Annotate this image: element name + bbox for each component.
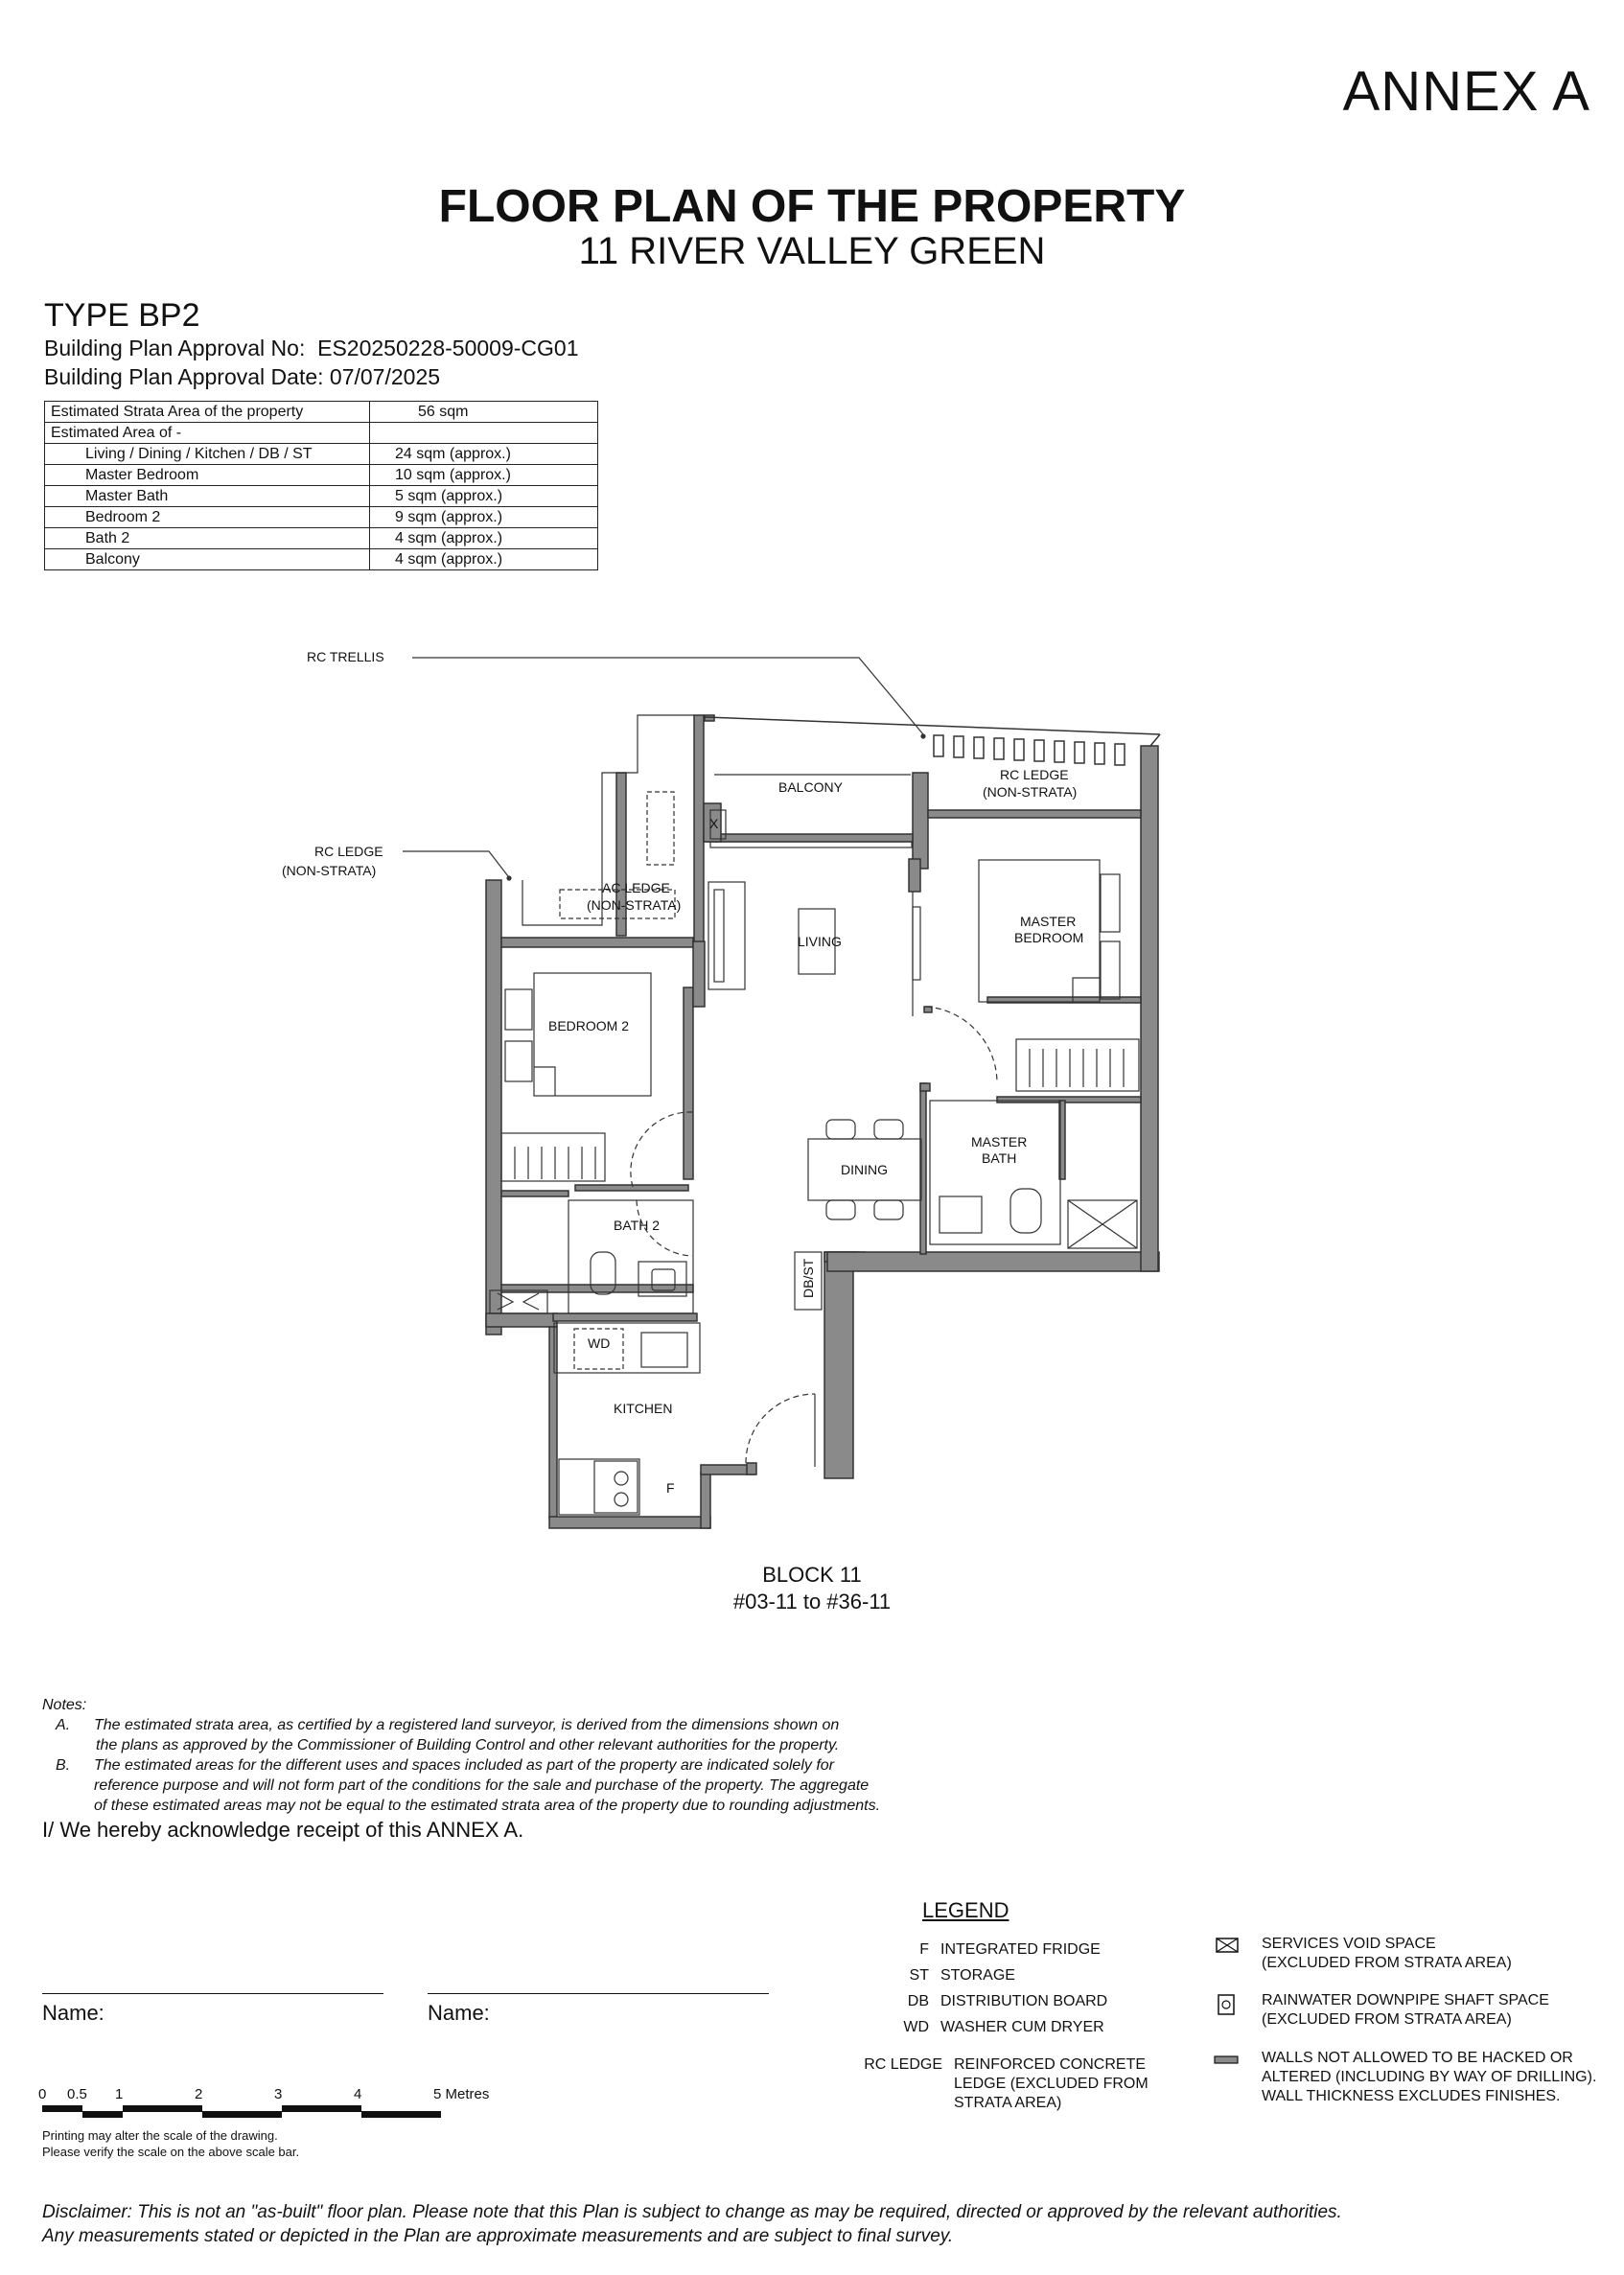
- legend-item: [844, 2055, 1148, 2113]
- area-value: 4 sqm (approx.): [370, 528, 598, 549]
- label-master-bedroom-2: BEDROOM: [1014, 930, 1084, 945]
- legend-text: STORAGE: [940, 1967, 1015, 1984]
- area-value: 5 sqm (approx.): [370, 486, 598, 507]
- wall-icon: [1214, 2055, 1239, 2065]
- page-title: FLOOR PLAN OF THE PROPERTY: [438, 181, 1186, 232]
- note-line: reference purpose and will not form part of the conditions for the sale and purchase of the property. The aggregate: [94, 1777, 870, 1794]
- legend-line: (EXCLUDED FROM STRATA AREA): [1262, 2011, 1512, 2028]
- note-line: The estimated areas for the different uses and spaces included as part of the property are indicated solely for: [94, 1757, 834, 1774]
- area-label: Bedroom 2: [45, 507, 370, 528]
- legend-line: REINFORCED CONCRETE: [954, 2056, 1147, 2073]
- label-rc-ledge-left-sub: (NON-STRATA): [282, 863, 377, 878]
- legend-text: WASHER CUM DRYER: [940, 2019, 1104, 2035]
- label-balcony: BALCONY: [778, 779, 843, 795]
- area-value: 4 sqm (approx.): [370, 549, 598, 570]
- legend-line: SERVICES VOID SPACE: [1262, 1936, 1436, 1952]
- signature-line-2[interactable]: [428, 1993, 769, 1994]
- legend-line: (EXCLUDED FROM STRATA AREA): [1262, 1955, 1512, 1971]
- area-label: Master Bedroom: [45, 465, 370, 486]
- unit-type: TYPE BP2: [44, 297, 200, 334]
- notes: [42, 1695, 880, 1816]
- legend-symbol-text: [1262, 1935, 1512, 1973]
- block-name: BLOCK 11: [762, 1563, 862, 1587]
- label-ac-ledge: AC LEDGE: [602, 880, 670, 895]
- legend-line: WALL THICKNESS EXCLUDES FINISHES.: [1262, 2088, 1561, 2104]
- label-x: X: [709, 816, 719, 831]
- legend-text: INTEGRATED FRIDGE: [940, 1941, 1101, 1958]
- scale-note-line: Please verify the scale on the above scale bar.: [42, 2145, 300, 2159]
- approval-date-value: 07/07/2025: [329, 364, 441, 389]
- legend-title: LEGEND: [922, 1898, 1009, 1922]
- label-fridge: F: [666, 1480, 675, 1496]
- scale-bar: [38, 2084, 490, 2123]
- scale-tick: 1: [115, 2086, 124, 2102]
- rainwater-downpipe-icon: [1218, 1994, 1235, 2015]
- rc-trellis: [705, 717, 1160, 765]
- area-label: Master Bath: [45, 486, 370, 507]
- label-rc-ledge-left: RC LEDGE: [314, 844, 383, 859]
- approval-no-label: Building Plan Approval No:: [44, 336, 306, 360]
- note-b: [42, 1755, 880, 1816]
- legend-key: WD: [903, 2019, 929, 2035]
- label-bath-2: BATH 2: [614, 1218, 660, 1233]
- label-living: LIVING: [798, 934, 842, 949]
- note-text: [94, 1755, 880, 1816]
- scale-tick: 5 Metres: [433, 2086, 490, 2102]
- legend-line: LEDGE (EXCLUDED FROM: [954, 2076, 1148, 2092]
- strata-area-value: 56 sqm: [370, 402, 598, 423]
- area-label: Bath 2: [45, 528, 370, 549]
- scale-tick: 0: [38, 2086, 47, 2102]
- legend-key: DB: [907, 1993, 929, 2009]
- area-label: Living / Dining / Kitchen / DB / ST: [45, 444, 370, 465]
- legend-line: WALLS NOT ALLOWED TO BE HACKED OR: [1262, 2050, 1573, 2066]
- scale-tick: 4: [354, 2086, 362, 2102]
- room-details: [490, 775, 1139, 1515]
- disclaimer: [42, 2200, 1342, 2248]
- label-dining: DINING: [841, 1162, 888, 1177]
- note-key: A.: [56, 1717, 71, 1733]
- scale-tick: 0.5: [67, 2086, 87, 2102]
- note-line: the plans as approved by the Commissioner of Building Control and other relevant authorities for the property.: [96, 1737, 840, 1753]
- label-rc-ledge-right: RC LEDGE: [1000, 767, 1069, 782]
- block-units: #03-11 to #36-11: [732, 1590, 892, 1613]
- label-dbst: DB/ST: [800, 1258, 816, 1298]
- legend-text: [942, 2055, 1148, 2113]
- area-value: 9 sqm (approx.): [370, 507, 598, 528]
- area-label: Balcony: [45, 549, 370, 570]
- disclaimer-line: Disclaimer: This is not an "as-built" floor plan. Please note that this Plan is subject to change as may be required, directed or approved by the relevant authorities.: [42, 2202, 1342, 2222]
- notes-title: Notes:: [42, 1697, 87, 1713]
- acknowledgement: I/ We hereby acknowledge receipt of this ANNEX A.: [42, 1818, 524, 1842]
- note-line: The estimated strata area, as certified by a registered land surveyor, is derived from the dimensions shown on: [94, 1717, 840, 1733]
- label-master-bath: MASTER: [971, 1134, 1028, 1149]
- label-wd: WD: [588, 1335, 611, 1351]
- signature-name-2: Name:: [428, 2001, 490, 2025]
- legend-key: RC LEDGE: [864, 2056, 942, 2073]
- legend-item: [857, 1940, 1101, 1960]
- legend-key: F: [919, 1941, 929, 1958]
- disclaimer-line: Any measurements stated or depicted in the Plan are approximate measurements and are subject to final survey.: [42, 2226, 954, 2246]
- scale-tick: 3: [274, 2086, 283, 2102]
- legend-item: [857, 1992, 1107, 2011]
- scale-note: [42, 2127, 299, 2160]
- note-line: of these estimated areas may not be equal to the estimated strata area of the property due to rounding adjustments.: [94, 1798, 881, 1814]
- legend-symbol-text: [1262, 2049, 1596, 2106]
- signature-name-1: Name:: [42, 2001, 104, 2025]
- area-value: 24 sqm (approx.): [370, 444, 598, 465]
- label-kitchen: KITCHEN: [614, 1401, 673, 1416]
- note-a: [42, 1715, 880, 1755]
- walls: [486, 715, 1159, 1528]
- plan-labels: [282, 649, 1083, 1496]
- legend-line: ALTERED (INCLUDING BY WAY OF DRILLING).: [1262, 2069, 1597, 2085]
- approval-date-label: Building Plan Approval Date:: [44, 364, 324, 389]
- legend-text: DISTRIBUTION BOARD: [940, 1993, 1108, 2009]
- label-ac-ledge-sub: (NON-STRATA): [587, 897, 682, 913]
- legend-symbol-text: [1262, 1991, 1549, 2030]
- label-master-bath-2: BATH: [982, 1150, 1017, 1166]
- approval-no-value: ES20250228-50009-CG01: [317, 336, 579, 360]
- scale-tick: 2: [195, 2086, 203, 2102]
- legend-key: ST: [909, 1967, 929, 1984]
- legend-line: RAINWATER DOWNPIPE SHAFT SPACE: [1262, 1992, 1549, 2008]
- leader-lines: [403, 658, 925, 880]
- strata-area-label: Estimated Strata Area of the property: [45, 402, 370, 423]
- label-rc-ledge-right-sub: (NON-STRATA): [983, 784, 1078, 800]
- label-master-bedroom: MASTER: [1020, 914, 1077, 929]
- note-key: B.: [56, 1757, 71, 1774]
- legend-line: STRATA AREA): [954, 2095, 1062, 2111]
- label-rc-trellis: RC TRELLIS: [307, 649, 384, 664]
- signature-line-1[interactable]: [42, 1993, 383, 1994]
- services-void-icon: [1216, 1938, 1239, 1953]
- label-bedroom-2: BEDROOM 2: [548, 1018, 630, 1033]
- note-text: [94, 1715, 839, 1755]
- area-value: 10 sqm (approx.): [370, 465, 598, 486]
- scale-note-line: Printing may alter the scale of the drawing.: [42, 2128, 278, 2143]
- project-name: 11 RIVER VALLEY GREEN: [578, 230, 1046, 272]
- annex-label: ANNEX A: [1342, 60, 1590, 123]
- legend-item: [857, 2018, 1104, 2037]
- estimated-area-label: Estimated Area of -: [45, 423, 370, 444]
- legend-item: [857, 1966, 1015, 1985]
